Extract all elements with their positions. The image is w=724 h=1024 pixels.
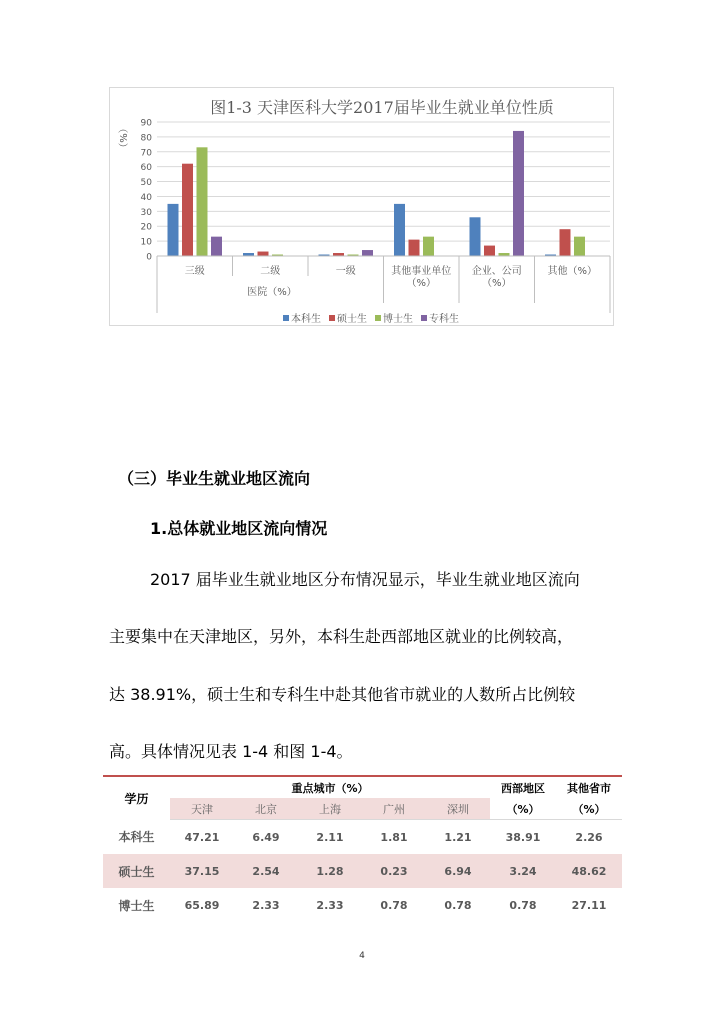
y-tick-label: 0 (146, 252, 152, 263)
header-city: 北京 (234, 798, 298, 820)
table-cell: 1.21 (444, 830, 472, 844)
bar-博士生-5 (574, 237, 585, 256)
table-cell: 47.21 (184, 830, 220, 844)
header-degree: 学历 (103, 776, 170, 820)
table-row (103, 888, 622, 922)
header-key-cities: 重点城市（%） (170, 776, 490, 798)
table-row (103, 820, 622, 855)
y-tick-label: 60 (140, 163, 152, 174)
header-city: 上海 (298, 798, 362, 820)
header-other-unit: （%） (556, 798, 622, 820)
table-cell: 65.89 (184, 898, 220, 912)
table-cell: 6.49 (252, 830, 280, 844)
row-label: 博士生 (118, 898, 155, 913)
chart-gridlines (157, 122, 610, 241)
table-cell: 0.23 (362, 854, 426, 888)
y-tick-label: 20 (140, 222, 152, 233)
table-cell: 2.54 (234, 854, 298, 888)
x-tick-label: 其他事业单位（%） (391, 266, 452, 289)
table-cell: 27.11 (571, 898, 607, 912)
legend-label: 硕士生 (337, 314, 367, 325)
bar-硕士生-3 (409, 240, 420, 256)
chart-axes (141, 119, 610, 314)
bar-专科生-0 (211, 237, 222, 256)
y-tick-label: 40 (140, 192, 152, 203)
table-cell: 1.81 (380, 830, 408, 844)
x-tick-label: 二级 (260, 266, 281, 277)
table-cell: 0.78 (380, 898, 408, 912)
paragraph-line-1: 2017 届毕业生就业地区分布情况显示，毕业生就业地区流向 (150, 570, 580, 589)
x-tick-label: 三级 (184, 266, 205, 277)
paragraph-line-2: 主要集中在天津地区，另外，本科生赴西部地区就业的比例较高， (109, 627, 574, 646)
x-tick-label: 企业、公司（%） (471, 266, 522, 289)
table-cell: 2.33 (316, 898, 344, 912)
chart-bars (168, 131, 586, 256)
table-cell: 3.24 (490, 854, 556, 888)
sub-title: 1.总体就业地区流向情况 (150, 519, 328, 538)
header-west: 西部地区 (490, 776, 556, 798)
bar-硕士生-5 (560, 229, 571, 256)
row-label: 本科生 (118, 830, 155, 845)
legend-swatch (329, 315, 335, 321)
paragraph-line-4: 高。具体情况见表 1-4 和图 1-4。 (109, 742, 353, 761)
header-city: 天津 (170, 798, 234, 820)
table-cell: 6.94 (426, 854, 490, 888)
table-cell: 1.28 (298, 854, 362, 888)
table-cell: 37.15 (170, 854, 234, 888)
x-tick-label: 一级 (335, 266, 356, 277)
header-west-unit: （%） (490, 798, 556, 820)
y-tick-label: 30 (140, 207, 152, 218)
table-cell: 38.91 (505, 830, 541, 844)
chart-legend (283, 312, 459, 325)
chart-title: 图1-3 天津医科大学2017届毕业生就业单位性质 (210, 98, 554, 117)
table-cell: 2.33 (252, 898, 280, 912)
legend-swatch (283, 315, 289, 321)
legend-swatch (375, 315, 381, 321)
y-tick-label: 50 (140, 178, 152, 189)
header-city: 深圳 (426, 798, 490, 820)
legend-swatch (421, 315, 427, 321)
bar-博士生-3 (423, 237, 434, 256)
bar-本科生-0 (168, 204, 179, 256)
table-cell: 0.78 (444, 898, 472, 912)
paragraph-line-3: 达 38.91%，硕士生和专科生中赴其他省市就业的人数所占比例较 (109, 685, 576, 704)
table-cell: 0.78 (509, 898, 537, 912)
table-row (103, 854, 622, 888)
bar-硕士生-0 (182, 164, 193, 256)
bar-chart (110, 88, 615, 327)
header-other-provinces: 其他省市 (556, 776, 622, 798)
bar-本科生-4 (470, 217, 481, 256)
y-tick-label: 90 (140, 118, 152, 129)
legend-label: 博士生 (383, 314, 413, 325)
header-city: 广州 (362, 798, 426, 820)
page-number: 4 (359, 951, 365, 961)
bar-博士生-0 (197, 147, 208, 256)
table-cell: 48.62 (556, 854, 622, 888)
table-cell: 2.26 (575, 830, 603, 844)
legend-label: 本科生 (291, 314, 321, 325)
row-label: 硕士生 (103, 854, 170, 888)
chart-y-axis-label: （%） (119, 123, 130, 153)
bar-本科生-3 (394, 204, 405, 256)
section-title: （三）毕业生就业地区流向 (118, 469, 311, 488)
bar-硕士生-4 (484, 246, 495, 256)
y-tick-label: 10 (140, 237, 152, 248)
chart-group-label-hospital: 医院（%） (247, 287, 297, 298)
y-tick-label: 80 (140, 133, 152, 144)
y-tick-label: 70 (140, 148, 152, 159)
table-cell: 2.11 (316, 830, 344, 844)
bar-硕士生-1 (258, 252, 269, 256)
legend-label: 专科生 (429, 314, 459, 325)
chart-figure-1-3 (109, 87, 614, 326)
employment-region-table (103, 775, 622, 922)
bar-专科生-4 (513, 131, 524, 256)
bar-专科生-2 (362, 250, 373, 256)
x-tick-label: 其他（%） (547, 266, 598, 277)
